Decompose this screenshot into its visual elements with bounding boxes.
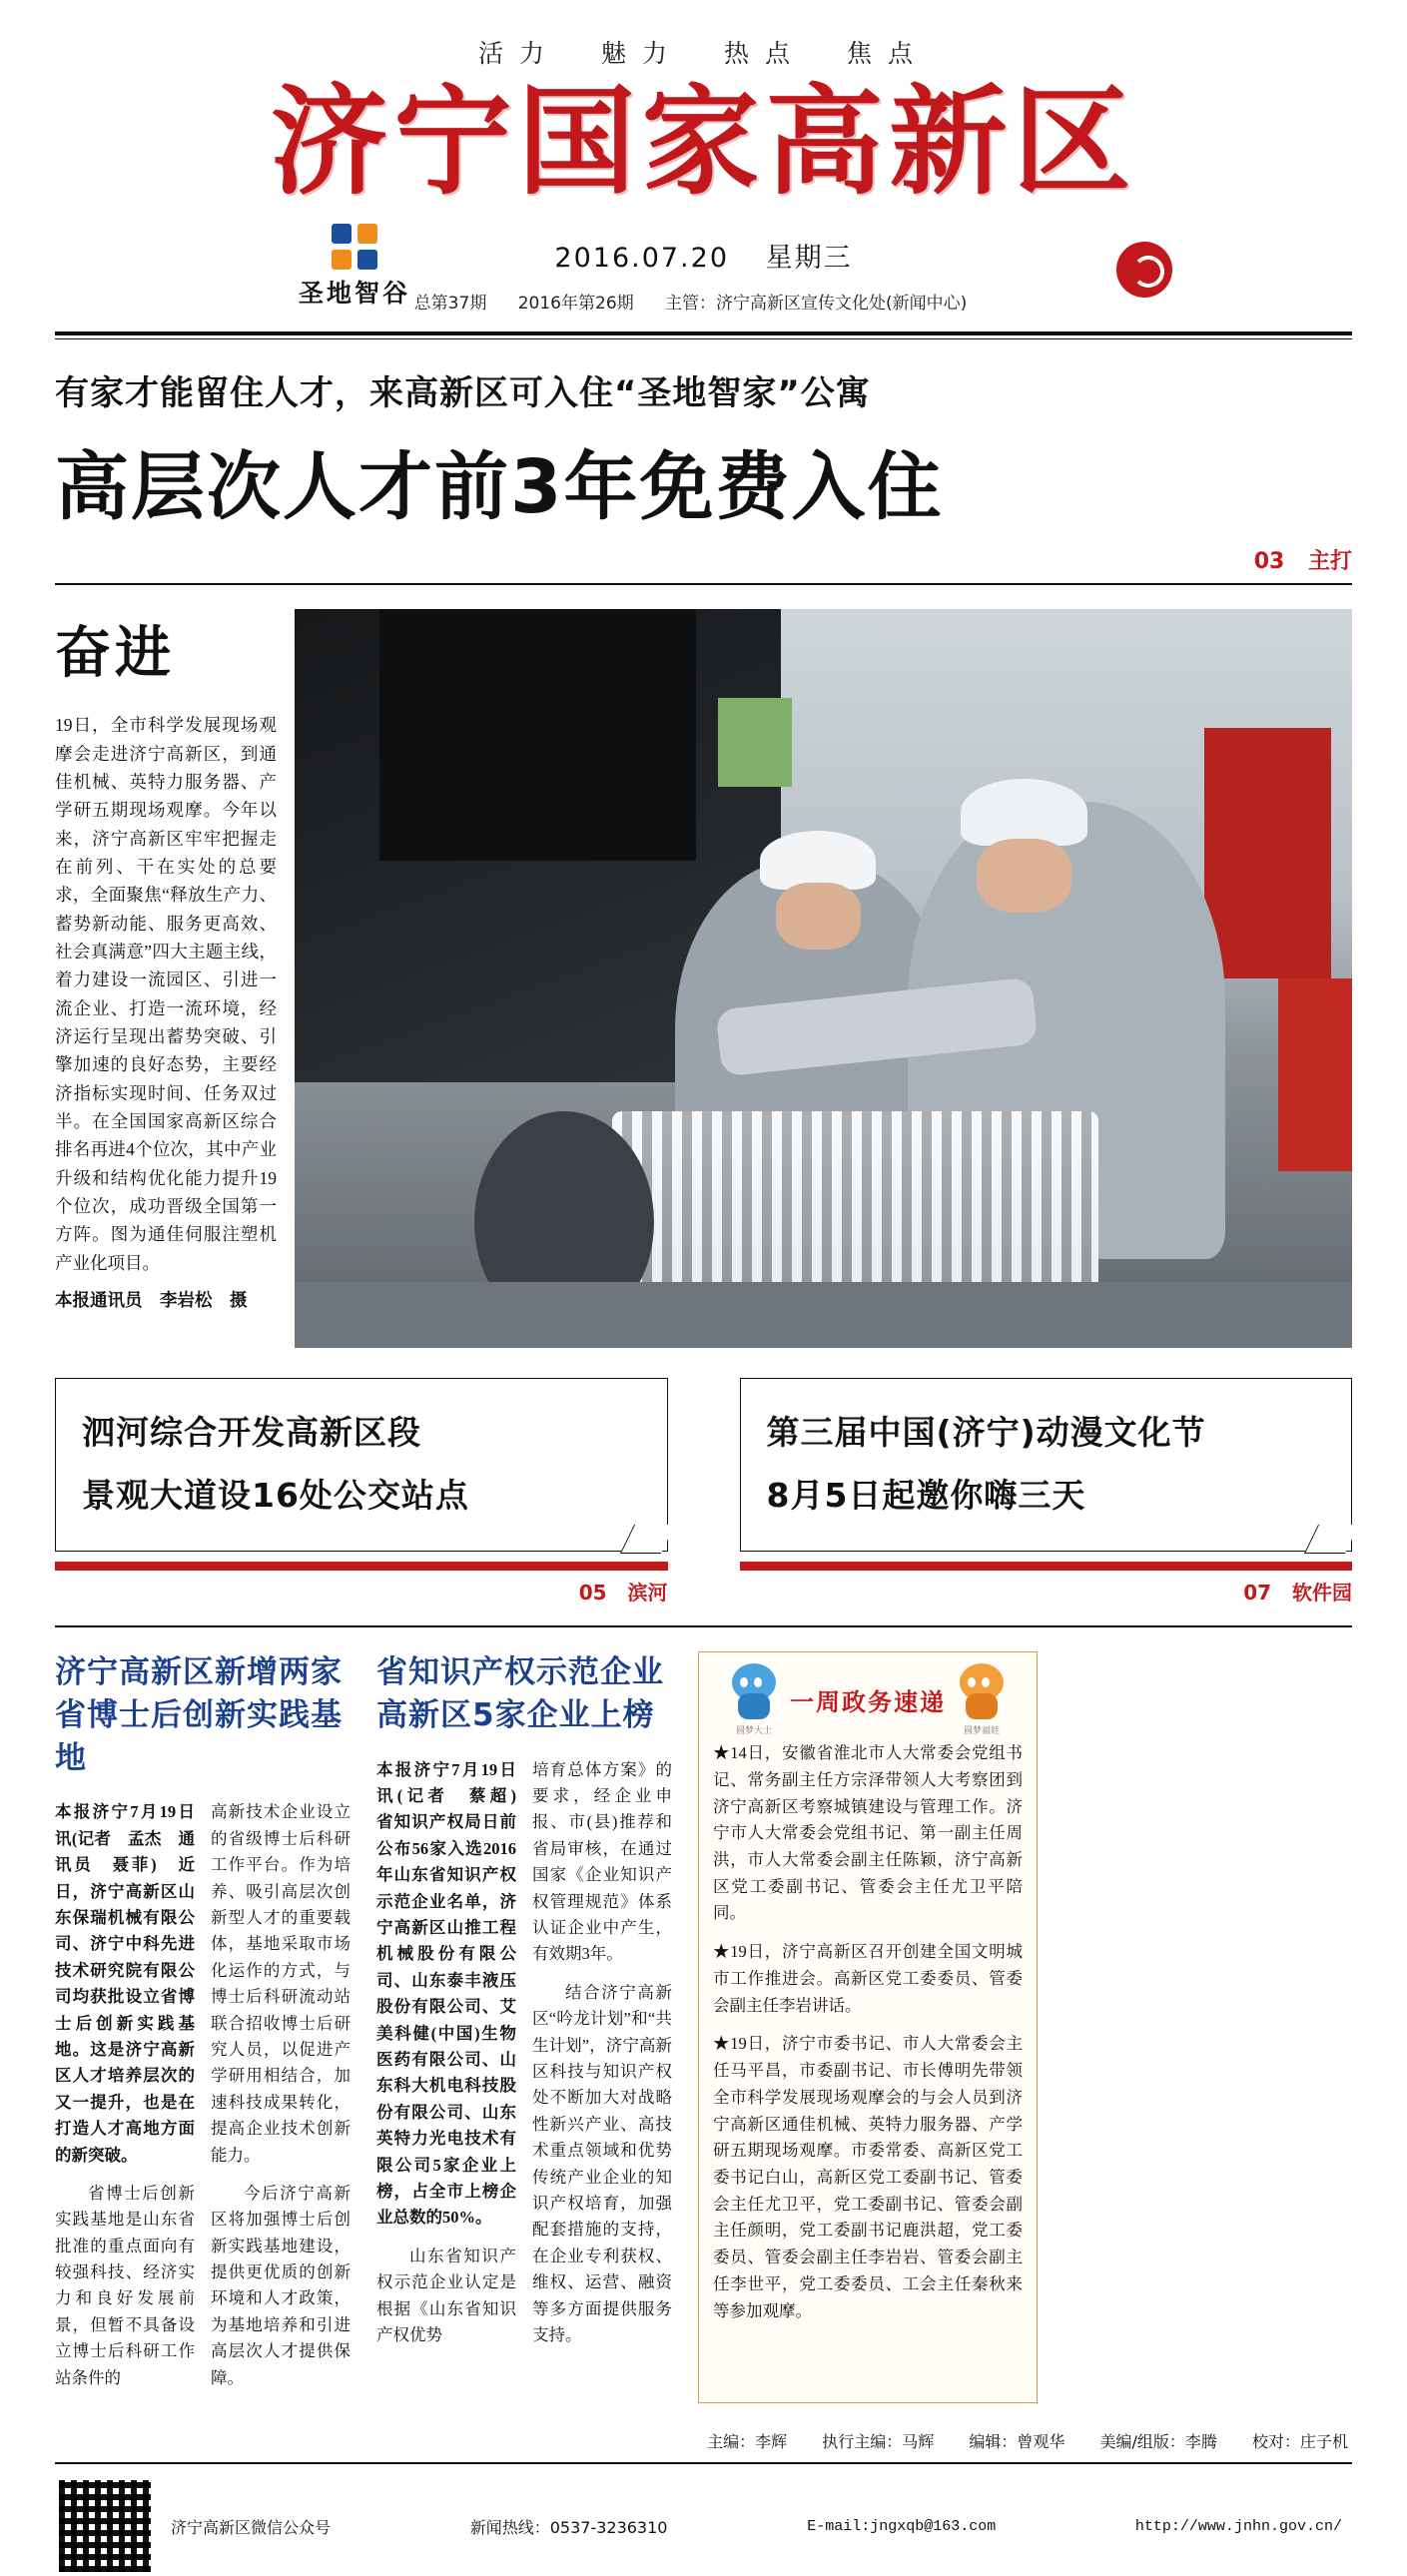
logo-label: 圣地智谷	[298, 279, 410, 309]
lead-divider	[55, 583, 1352, 585]
article-column-2	[376, 1651, 672, 2403]
express-item: ★14日，安徽省淮北市人大常委会党组书记、常务副主任方宗泽带领人大考察团到济宁高新区考察城镇建设与管理工作。济宁市人大常委会党组书记、第一副主任周洪，市人大常委会副主任陈颖，济宁高新区党工委副书记、管委会主任尤卫平陪同。	[713, 1743, 1023, 1923]
express-title: 一周政务速递	[790, 1687, 946, 1716]
promo-red-bar	[740, 1562, 1353, 1571]
hero-body-text: 19日，全市科学发展现场观摩会走进济宁高新区，到通佳机械、英特力服务器、产学研五期现场观摩。今年以来，济宁高新区牢牢把握走在前列、干在实处的总要求，全面聚焦“释放生产力、蓄势新动能、服务更高效、社会真满意”四大主题主线，着力建设一流园区、引进一流企业、打造一流环境，经济运行呈现出蓄势突破、引擎加速的良好态势，主要经济指标实现时间、任务双过半。在全国国家高新区综合排名再进4个位次，其中产业升级和结构优化能力提升19个位次，成功晋级全国第一方阵。图为通佳伺服注塑机产业化项目。	[55, 715, 277, 1273]
issue-total: 总第37期	[413, 294, 487, 315]
footer-divider	[55, 2462, 1352, 2464]
lead-page-reference[interactable]	[55, 544, 1352, 575]
hero-section	[55, 609, 1352, 1348]
issue-year: 2016年第26期	[517, 294, 634, 315]
mascot-right-caption: 圆梦福娃	[963, 1725, 1000, 1736]
mascot-blue-icon	[728, 1663, 780, 1721]
promo-page-number: 05	[578, 1581, 607, 1606]
article-paragraph: 本报济宁7月19日讯(记者 蔡超) 省知识产权局日前公布56家入选2016年山东省知识产权示范企业名单，济宁高新区山推工程机械股份有限公司、山东泰丰液压股份有限公司、艾美科健(中国)生物医药有限公司、山东科大机电科技股份有限公司、山东英特力光电技术有限公司5家企业上榜，占全市上榜企业总数的50%。	[376, 1759, 533, 2228]
red-seal-icon	[1116, 242, 1172, 298]
article-column-1	[55, 1651, 351, 2403]
qr-code-icon[interactable]	[55, 2476, 155, 2576]
article-paragraph: 结合济宁高新区“吟龙计划”和“共生计划”，济宁高新区科技与知识产权处不断加大对战略性新兴产业、高技术重点领域和优势传统产业企业的知识产权培育，加强配套措施的支持，在企业专利获权、维权、运营、融资等多方面提供服务支持。	[532, 1982, 672, 2344]
article-paragraph: 培育总体方案》的要求，经企业申报、市(县)推荐和省局审核，在通过国家《企业知识产权管理规范》体系认证企业中产生，有效期3年。	[532, 1759, 672, 1964]
promo-card[interactable]	[740, 1378, 1353, 1606]
promo-red-bar	[55, 1562, 668, 1571]
website-link[interactable]: http://www.jnhn.gov.cn/	[1134, 2517, 1342, 2535]
article-headline-line1: 济宁高新区新增两家	[55, 1654, 343, 1691]
article-headline-line2: 高新区5家企业上榜	[376, 1696, 655, 1733]
article-body-part-1	[376, 1757, 533, 2361]
credit-designer: 美编/组版：李腾	[1099, 2432, 1217, 2452]
hero-photo	[295, 609, 1352, 1348]
weekly-express-box	[698, 1651, 1038, 2403]
lead-page-number: 03	[1253, 549, 1285, 575]
promo-section-name: 软件园	[1292, 1581, 1352, 1606]
footer-bar	[55, 2476, 1352, 2576]
promo-headline-line2: 景观大道设16处公交站点	[82, 1476, 469, 1516]
express-item: ★19日，济宁市委书记、市人大常委会主任马平昌，市委副书记、市长傅明先带领全市科学发展现场观摩会的与会人员到济宁高新区通佳机械、英特力服务器、产学研五期现场观摩。市委常委、高新区党工委书记白山，高新区党工委副书记、管委会主任尤卫平，党工委副书记、管委会副主任颜明，党工委副书记鹿洪超，党工委委员、管委会副主任李岩岩、管委会副主任李世平，党工委委员、工会主任秦秋来等参加观摩。	[713, 2034, 1023, 2320]
publication-date: 2016.07.20	[554, 243, 729, 275]
promo-page-reference[interactable]	[55, 1577, 668, 1606]
credit-proofreader: 校对：庄子机	[1251, 2432, 1348, 2452]
email-label[interactable]: E-mail:jngxqb@163.com	[807, 2517, 997, 2535]
promo-row	[55, 1378, 1352, 1606]
masthead-divider-thick	[55, 331, 1352, 335]
publication-date-row	[414, 236, 994, 275]
article-body-part-2	[211, 1799, 351, 2403]
article-paragraph: 省博士后创新实践基地是山东省批准的重点面向有较强科技、经济实力和良好发展前景，但暂不具备设立博士后科研工作站条件的	[55, 2183, 195, 2387]
express-header	[713, 1662, 1023, 1736]
article-paragraph: 山东省知识产权示范企业认定是根据《山东省知识产权优势	[376, 2246, 516, 2344]
mascot-orange-icon	[956, 1663, 1008, 1721]
section-divider	[55, 1625, 1352, 1627]
bottom-articles	[55, 1651, 1352, 2403]
lead-section-name: 主打	[1307, 549, 1352, 575]
issue-info	[414, 289, 994, 314]
lead-headline: 高层次人才前3年免费入住	[55, 444, 944, 531]
article-body-part-2	[532, 1757, 672, 2361]
article-headline-line2: 省博士后创新实践基地	[55, 1696, 343, 1776]
promo-headline-line1: 第三届中国(济宁)动漫文化节	[766, 1413, 1206, 1453]
article-headline-line1: 省知识产权示范企业	[376, 1654, 664, 1691]
express-item: ★19日，济宁高新区召开创建全国文明城市工作推进会。高新区党工委委员、管委会副主任李岩讲话。	[713, 1942, 1023, 2015]
promo-page-reference[interactable]	[740, 1577, 1353, 1606]
article-paragraph: 今后济宁高新区将加强博士后创新实践基地建设，提供更优质的创新环境和人才政策，为基地培养和引进高层次人才提供保障。	[211, 2183, 351, 2387]
wechat-label: 济宁高新区微信公众号	[171, 2517, 332, 2537]
promo-headline-line1: 泗河综合开发高新区段	[82, 1413, 421, 1453]
hero-photo-credit: 本报通讯员 李岩松 摄	[55, 1290, 248, 1311]
staff-credits	[55, 2429, 1352, 2452]
express-body	[713, 1740, 1023, 2324]
article-body-part-1	[55, 1799, 195, 2403]
credit-editor-in-chief: 主编：李辉	[707, 2432, 788, 2452]
article-paragraph: 高新技术企业设立的省级博士后科研工作平台。作为培养、吸引高层次创新型人才的重要载体，基地采取市场化运作的方式，与博士后科研流动站联合招收博士后研究人员，以促进产学研用相结合，加速科技成果转化，提高企业技术创新能力。	[211, 1802, 351, 2165]
credit-editor: 编辑：曾观华	[969, 2432, 1065, 2452]
promo-headline-line2: 8月5日起邀你嗨三天	[766, 1476, 1086, 1516]
masthead-tagline: 活力 魅力 热点 焦点	[477, 39, 929, 68]
lead-kicker: 有家才能留住人才，来高新区可入住“圣地智家”公寓	[55, 373, 871, 414]
article-paragraph: 本报济宁7月19日讯(记者 孟杰 通讯员 聂菲) 近日，济宁高新区山东保瑞机械有限公司、济宁中科先进技术研究院有限公司均获批设立省博士后创新实践基地。这是济宁高新区人才培养层次的又一提升，也是在打造人才高地方面的新突破。	[55, 1802, 195, 2165]
promo-section-name: 滨河	[627, 1581, 668, 1606]
credit-executive-editor: 执行主编：马辉	[822, 2432, 935, 2452]
logo-block	[270, 224, 439, 310]
lead-headline-block	[55, 339, 1352, 575]
pinwheel-logo-icon	[332, 224, 377, 270]
promo-page-number: 07	[1243, 1581, 1272, 1606]
masthead-title: 济宁国家高新区	[270, 72, 1137, 211]
publication-weekday: 星期三	[765, 243, 853, 275]
promo-card[interactable]	[55, 1378, 668, 1606]
date-block	[414, 236, 994, 314]
mascot-left-caption: 圆梦大士	[735, 1725, 772, 1736]
publisher: 主管：济宁高新区宣传文化处(新闻中心)	[665, 294, 968, 315]
masthead-info-row	[55, 218, 1352, 314]
hotline-label: 新闻热线：0537-3236310	[469, 2517, 668, 2537]
hero-title: 奋进	[55, 621, 175, 687]
hero-text-column	[55, 609, 295, 1348]
